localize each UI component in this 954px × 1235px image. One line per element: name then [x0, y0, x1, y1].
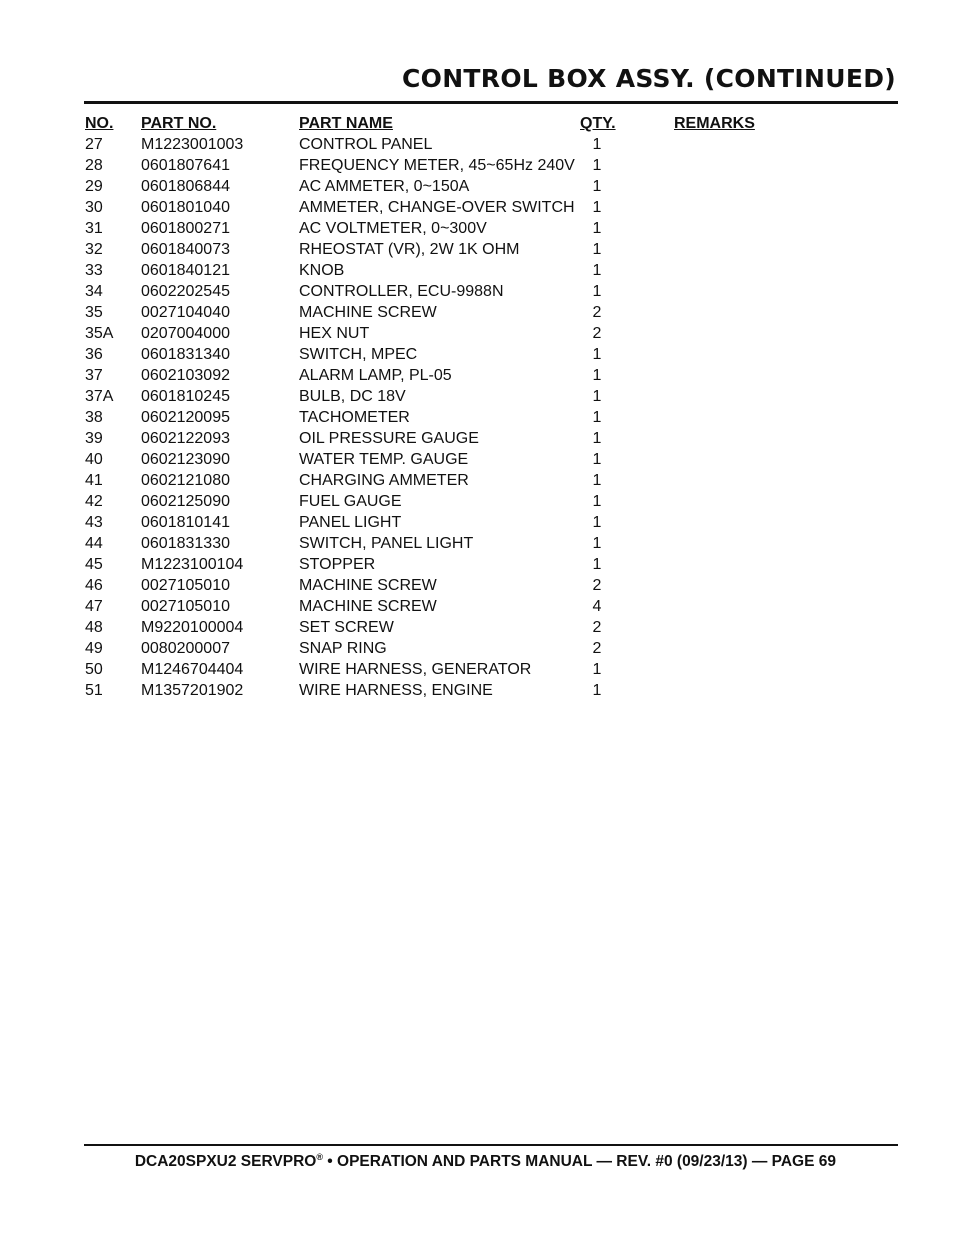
cell-qty: 2 — [592, 304, 602, 321]
table-row — [85, 680, 785, 701]
cell-part-name: WIRE HARNESS, GENERATOR — [299, 661, 532, 678]
cell-qty: 1 — [592, 451, 602, 468]
cell-part-no: M1246704404 — [141, 661, 244, 678]
cell-no: 44 — [85, 535, 103, 552]
cell-part-no: M1223100104 — [141, 556, 244, 573]
cell-no: 37 — [85, 367, 103, 384]
table-row — [85, 407, 785, 428]
cell-qty: 1 — [592, 199, 602, 216]
column-header-remarks: REMARKS — [674, 115, 755, 132]
cell-part-no: M9220100004 — [141, 619, 244, 636]
cell-part-no: 0601800271 — [141, 220, 230, 237]
table-row — [85, 470, 785, 491]
cell-qty: 2 — [592, 640, 602, 657]
cell-part-no: 0080200007 — [141, 640, 230, 657]
column-header-part-no: PART NO. — [141, 115, 217, 132]
cell-qty: 1 — [592, 346, 602, 363]
cell-no: 41 — [85, 472, 103, 489]
cell-qty: 1 — [592, 178, 602, 195]
table-row — [85, 596, 785, 617]
cell-no: 39 — [85, 430, 103, 447]
registered-mark: ® — [316, 1151, 323, 1162]
cell-part-name: FREQUENCY METER, 45~65Hz 240V — [299, 157, 575, 174]
cell-part-name: HEX NUT — [299, 325, 370, 342]
cell-part-no: 0602121080 — [141, 472, 230, 489]
footer-model: DCA20SPXU2 SERVPRO — [134, 1153, 317, 1170]
cell-no: 35A — [85, 325, 114, 342]
cell-no: 35 — [85, 304, 103, 321]
cell-no: 49 — [85, 640, 103, 657]
table-row — [85, 617, 785, 638]
cell-part-name: STOPPER — [299, 556, 376, 573]
cell-part-no: 0602120095 — [141, 409, 230, 426]
cell-qty: 1 — [592, 262, 602, 279]
table-header-row — [85, 113, 785, 134]
cell-part-name: AMMETER, CHANGE-OVER SWITCH — [299, 199, 575, 216]
cell-qty: 2 — [592, 325, 602, 342]
cell-no: 45 — [85, 556, 103, 573]
cell-no: 48 — [85, 619, 103, 636]
cell-part-name: PANEL LIGHT — [299, 514, 402, 531]
cell-part-name: ALARM LAMP, PL-05 — [299, 367, 452, 384]
cell-part-name: SET SCREW — [299, 619, 394, 636]
cell-qty: 1 — [592, 535, 602, 552]
cell-part-no: 0027105010 — [141, 577, 230, 594]
cell-part-no: 0207004000 — [141, 325, 230, 342]
page-footer — [135, 1153, 836, 1171]
cell-no: 40 — [85, 451, 103, 468]
cell-part-name: FUEL GAUGE — [299, 493, 402, 510]
table-row — [85, 176, 785, 197]
cell-no: 37A — [85, 388, 114, 405]
cell-no: 34 — [85, 283, 103, 300]
cell-part-name: WIRE HARNESS, ENGINE — [299, 682, 493, 699]
cell-part-no: 0601810141 — [141, 514, 230, 531]
table-row — [85, 260, 785, 281]
table-row — [85, 386, 785, 407]
table-row — [85, 659, 785, 680]
table-row — [85, 491, 785, 512]
cell-part-name: MACHINE SCREW — [299, 577, 437, 594]
table-row — [85, 365, 785, 386]
table-row — [85, 323, 785, 344]
cell-no: 31 — [85, 220, 103, 237]
footer-divider — [84, 1144, 898, 1146]
cell-qty: 1 — [592, 430, 602, 447]
table-row — [85, 281, 785, 302]
cell-no: 32 — [85, 241, 103, 258]
cell-qty: 1 — [592, 283, 602, 300]
cell-part-name: CHARGING AMMETER — [299, 472, 469, 489]
cell-part-no: 0601840073 — [141, 241, 230, 258]
cell-part-no: 0601807641 — [141, 157, 230, 174]
cell-qty: 4 — [592, 598, 602, 615]
cell-qty: 1 — [592, 157, 602, 174]
cell-part-name: CONTROLLER, ECU-9988N — [299, 283, 504, 300]
cell-part-no: 0601831330 — [141, 535, 230, 552]
cell-qty: 1 — [592, 388, 602, 405]
cell-no: 38 — [85, 409, 103, 426]
cell-no: 47 — [85, 598, 103, 615]
table-row — [85, 449, 785, 470]
cell-part-name: SWITCH, PANEL LIGHT — [299, 535, 474, 552]
cell-qty: 1 — [592, 220, 602, 237]
footer-text: • OPERATION AND PARTS MANUAL — REV. #0 (09/23/13) — PAGE 69 — [322, 1153, 836, 1170]
cell-qty: 1 — [592, 556, 602, 573]
cell-no: 43 — [85, 514, 103, 531]
table-row — [85, 575, 785, 596]
cell-part-no: 0602202545 — [141, 283, 230, 300]
cell-part-name: MACHINE SCREW — [299, 598, 437, 615]
table-row — [85, 302, 785, 323]
cell-no: 28 — [85, 157, 103, 174]
cell-part-name: BULB, DC 18V — [299, 388, 406, 405]
cell-qty: 2 — [592, 619, 602, 636]
table-row — [85, 638, 785, 659]
cell-part-no: 0602123090 — [141, 451, 230, 468]
cell-qty: 1 — [592, 241, 602, 258]
table-row — [85, 533, 785, 554]
cell-part-no: 0602103092 — [141, 367, 230, 384]
cell-no: 50 — [85, 661, 103, 678]
cell-qty: 2 — [592, 577, 602, 594]
table-row — [85, 155, 785, 176]
cell-part-no: 0602125090 — [141, 493, 230, 510]
table-row — [85, 554, 785, 575]
cell-part-name: AC VOLTMETER, 0~300V — [299, 220, 487, 237]
cell-qty: 1 — [592, 409, 602, 426]
cell-qty: 1 — [592, 472, 602, 489]
column-header-part-name: PART NAME — [299, 115, 393, 132]
cell-part-name: WATER TEMP. GAUGE — [299, 451, 469, 468]
cell-part-no: 0027104040 — [141, 304, 230, 321]
cell-no: 27 — [85, 136, 103, 153]
cell-no: 33 — [85, 262, 103, 279]
cell-part-name: MACHINE SCREW — [299, 304, 437, 321]
cell-part-no: M1223001003 — [141, 136, 244, 153]
table-row — [85, 428, 785, 449]
cell-part-no: 0601840121 — [141, 262, 230, 279]
cell-part-name: SNAP RING — [299, 640, 387, 657]
cell-no: 51 — [85, 682, 103, 699]
cell-part-name: CONTROL PANEL — [299, 136, 433, 153]
table-row — [85, 239, 785, 260]
cell-qty: 1 — [592, 514, 602, 531]
cell-part-name: KNOB — [299, 262, 345, 279]
table-row — [85, 218, 785, 239]
cell-qty: 1 — [592, 682, 602, 699]
cell-part-no: 0601810245 — [141, 388, 230, 405]
cell-part-no: 0602122093 — [141, 430, 230, 447]
column-header-no: NO. — [85, 115, 114, 132]
cell-part-name: SWITCH, MPEC — [299, 346, 418, 363]
cell-part-no: M1357201902 — [141, 682, 244, 699]
column-header-qty: QTY. — [580, 115, 616, 132]
cell-qty: 1 — [592, 136, 602, 153]
cell-part-name: RHEOSTAT (VR), 2W 1K OHM — [299, 241, 520, 258]
cell-qty: 1 — [592, 661, 602, 678]
cell-part-no: 0601831340 — [141, 346, 230, 363]
cell-part-no: 0027105010 — [141, 598, 230, 615]
table-row — [85, 344, 785, 365]
cell-no: 36 — [85, 346, 103, 363]
cell-qty: 1 — [592, 367, 602, 384]
table-row — [85, 512, 785, 533]
cell-part-name: OIL PRESSURE GAUGE — [299, 430, 479, 447]
cell-part-name: AC AMMETER, 0~150A — [299, 178, 470, 195]
cell-no: 42 — [85, 493, 103, 510]
cell-qty: 1 — [592, 493, 602, 510]
table-body — [85, 134, 785, 701]
table-row — [85, 197, 785, 218]
cell-part-no: 0601801040 — [141, 199, 230, 216]
cell-part-name: TACHOMETER — [299, 409, 410, 426]
table-row — [85, 134, 785, 155]
page-title: CONTROL BOX ASSY. (CONTINUED) — [402, 64, 896, 93]
cell-no: 29 — [85, 178, 103, 195]
title-divider — [84, 101, 898, 104]
cell-part-no: 0601806844 — [141, 178, 230, 195]
parts-table — [85, 113, 785, 701]
cell-no: 46 — [85, 577, 103, 594]
cell-no: 30 — [85, 199, 103, 216]
